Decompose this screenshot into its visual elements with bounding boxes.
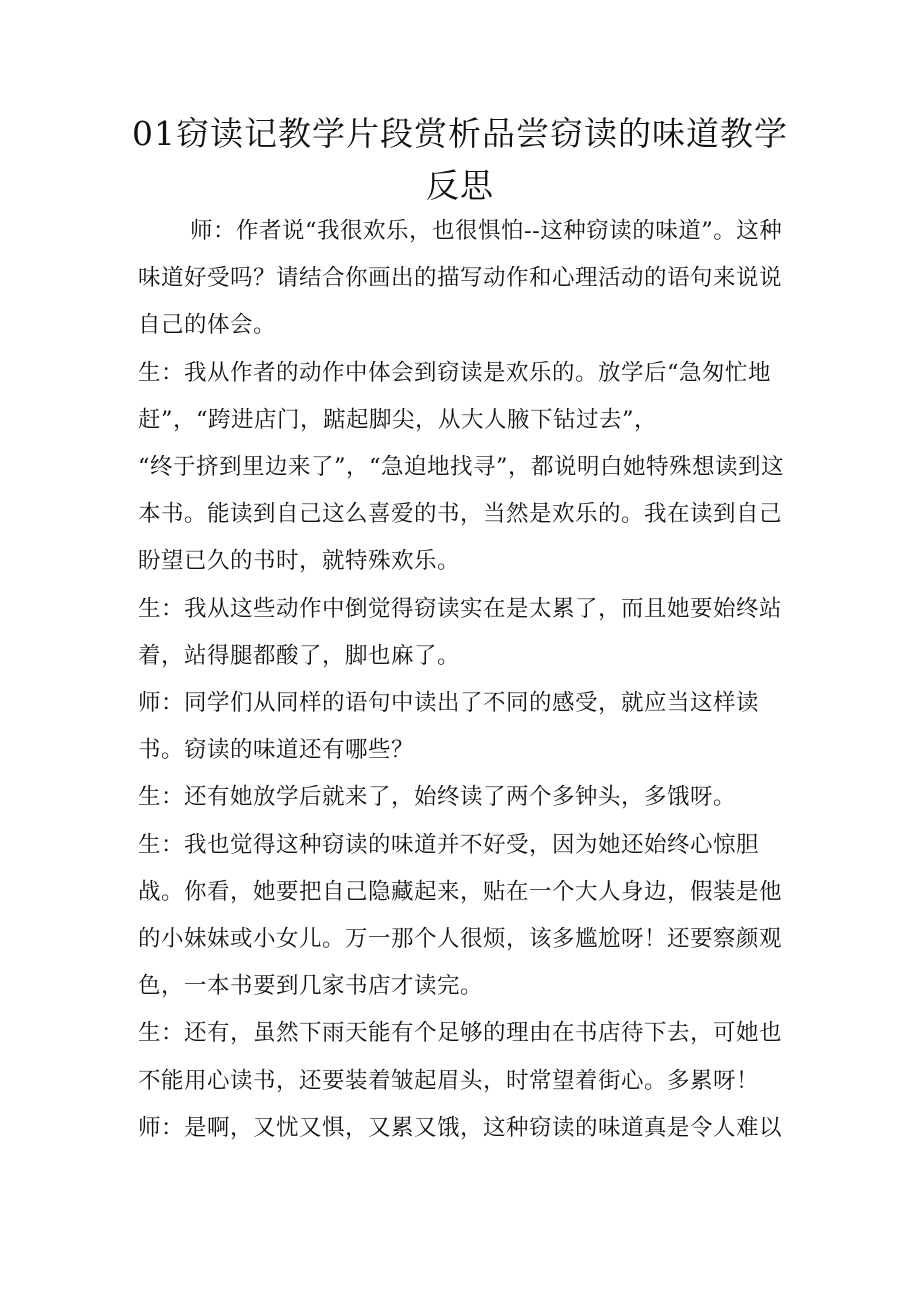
paragraph: 生：还有她放学后就来了，始终读了两个多钟头，多饿呀。 [138, 784, 737, 811]
paragraph: 生：我从这些动作中倒觉得窃读实在是太累了，而且她要始终站着，站得腿都酸了，脚也麻了。 [138, 595, 783, 669]
paragraph: 生：我也觉得这种窃读的味道并不好受，因为她还始终心惊胆战。你看，她要把自己隐藏起来，贴在一个大人身边，假装是他的小妹妹或小女儿。万一那个人很烦，该多尴尬呀！还要察颜观色，一本书要到几家书店才读完。 [138, 831, 783, 1000]
page-title: 01窃读记教学片段赏析品尝窃读的味道教学反思 [132, 114, 788, 205]
document-body [138, 208, 788, 1152]
paragraph: 师：作者说“我很欢乐，也很惧怕--这种窃读的味道”。这种味道好受吗？请结合你画出的描写动作和心理活动的语句来说说自己的体会。 [138, 218, 783, 339]
paragraph: 师：是啊，又忧又惧，又累又饿，这种窃读的味道真是令人难以 [138, 1114, 783, 1141]
paragraph: 生：我从作者的动作中体会到窃读是欢乐的。放学后“急匆忙地赶”，“跨进店门，踮起脚尖，从大人腋下钻过去”， [138, 359, 772, 433]
paragraph: “终于挤到里边来了”，“急迫地找寻”，都说明白她特殊想读到这本书。能读到自己这么喜爱的书，当然是欢乐的。我在读到自己盼望已久的书时，就特殊欢乐。 [138, 454, 785, 575]
paragraph: 生：还有，虽然下雨天能有个足够的理由在书店待下去，可她也不能用心读书，还要装着皱起眉头，时常望着街心。多累呀！ [138, 1020, 783, 1094]
paragraph: 师：同学们从同样的语句中读出了不同的感受，就应当这样读书。窃读的味道还有哪些？ [138, 690, 760, 764]
